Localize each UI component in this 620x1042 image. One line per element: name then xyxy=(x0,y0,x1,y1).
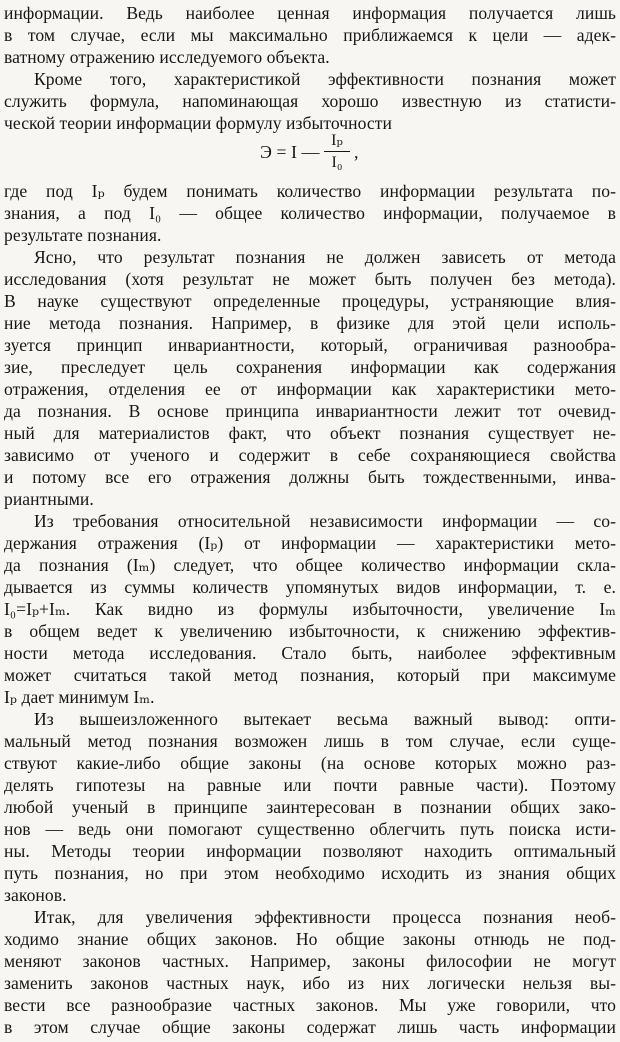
text-line: ватному отражению исследуемого объекта. xyxy=(4,47,330,67)
text-line: мальный метод познания возможен лишь в том случае, если суще- xyxy=(4,731,616,751)
text-line: отражения, отделения ее от информации как характеристики мето- xyxy=(4,379,616,399)
text-line: законов. xyxy=(4,885,67,905)
formula-denominator: I₀ xyxy=(331,154,343,171)
text-line: информации. Ведь наиболее ценная информация получается лишь xyxy=(4,3,616,23)
text-line: ходимо знание общих законов. Но общие законы отнюдь не под- xyxy=(4,929,616,949)
text-line: Ясно, что результат познания не должен зависеть от метода xyxy=(34,247,616,267)
text-line: Из требования относительной независимости информации — со- xyxy=(34,511,616,531)
text-line: Кроме того, характеристикой эффективности познания может xyxy=(34,69,616,89)
text-line: ны. Методы теории информации позволяют находить оптимальный xyxy=(4,841,616,861)
text-line: нов — ведь они помогают существенно облегчить путь поиска исти- xyxy=(4,819,616,839)
text-line: ный для материалистов факт, что объект познания существует не- xyxy=(4,423,616,443)
text-line: да познания. В основе принципа инвариантности лежит тот очевид- xyxy=(4,401,616,421)
text-line: вести все разнообразие частных законов. Мы уже говорили, что xyxy=(4,995,616,1015)
text-line: В науке существуют определенные процедуры, устраняющие влия- xyxy=(4,291,616,311)
text-line: заменить законов частных наук, ибо из них логически нельзя вы- xyxy=(4,973,616,993)
text-line: в том случае, если мы максимально приближаемся к цели — адек- xyxy=(4,25,616,45)
text-line: да познания (Iₘ) следует, что общее количество информации скла- xyxy=(4,555,616,575)
text-line: может считаться такой метод познания, который при максимуме xyxy=(4,665,616,685)
text-line: ствуют какие-либо общие законы (на основе которых можно раз- xyxy=(4,753,616,773)
text-line: в этом случае общие законы содержат лишь часть информации xyxy=(4,1017,616,1037)
text-line: исследования (хотя результат не может быть получен без метода). xyxy=(4,269,616,289)
text-line: ности метода исследования. Стало быть, наиболее эффективным xyxy=(4,643,616,663)
text-line: зуется принцип инвариантности, который, ограничивая разнообра- xyxy=(4,335,616,355)
text-line: результате познания. xyxy=(4,225,162,245)
text-line: зависимо от ученого и содержит в себе сохраняющиеся свойства xyxy=(4,445,616,465)
text-line: делять гипотезы на равные или почти равные части). Поэтому xyxy=(4,775,616,795)
text-line: знания, а под I₀ — общее количество информации, получаемое в xyxy=(4,203,616,223)
text-line: Итак, для увеличения эффективности процесса познания необ- xyxy=(34,907,616,927)
formula-fraction xyxy=(324,130,350,173)
text-line: служить формула, напоминающая хорошо известную из статисти- xyxy=(4,91,616,111)
text-line: Из вышеизложенного вытекает весьма важный вывод: опти- xyxy=(34,709,616,729)
text-line: в общем ведет к увеличению избыточности, к снижению эффектив- xyxy=(4,621,616,641)
text-line: любой ученый в принципе заинтересован в познании общих зако- xyxy=(4,797,616,817)
text-line: меняют законов частных. Например, законы философии не могут xyxy=(4,951,616,971)
text-line: Iₚ дает минимум Iₘ. xyxy=(4,687,155,707)
redundancy-formula xyxy=(260,130,380,174)
text-line: риантными. xyxy=(4,489,94,509)
text-line: ческой теории информации формулу избыточности xyxy=(4,113,392,133)
text-line: ние метода познания. Например, в физике для этой цели исполь- xyxy=(4,313,616,333)
text-line: путь познания, но при этом необходимо исходить из знания общих xyxy=(4,863,616,883)
text-line: держания отражения (Iₚ) от информации — характеристики мето- xyxy=(4,533,616,553)
text-line: и потому все его отражения должны быть тождественными, инва- xyxy=(4,467,616,487)
formula-numerator: Iₚ xyxy=(331,132,343,149)
formula-comma: , xyxy=(354,142,359,162)
formula-lhs: Э = I — xyxy=(260,142,320,162)
text-line: I₀=Iₚ+Iₘ. Как видно из формулы избыточности, увеличение Iₘ xyxy=(4,599,616,619)
text-line: где под Iₚ будем понимать количество информации результата по- xyxy=(4,181,616,201)
text-line: дывается из суммы количеств упомянутых видов информации, т. е. xyxy=(4,577,616,597)
text-line: зие, преследует цель сохранения информации как содержания xyxy=(4,357,616,377)
